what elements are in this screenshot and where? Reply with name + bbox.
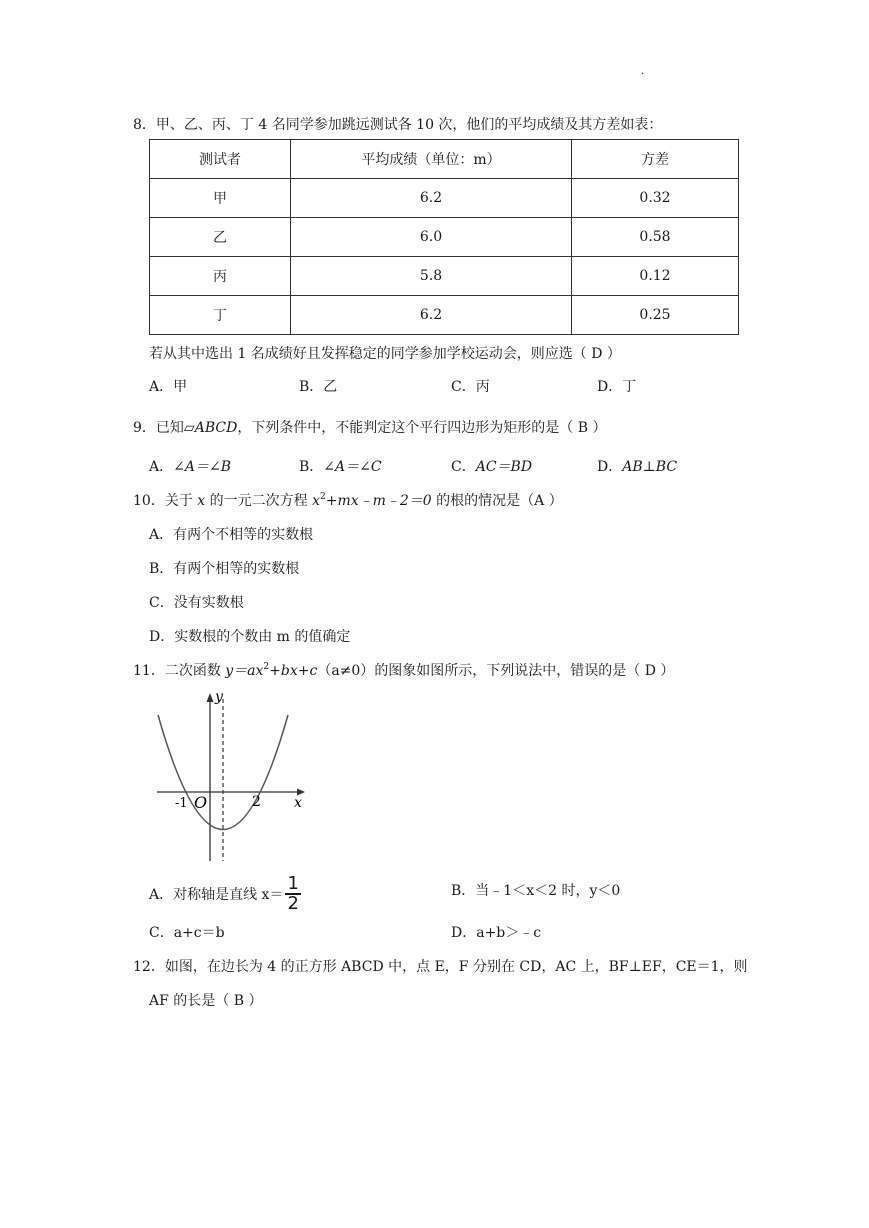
q10-eq-rest: +mx﹣m﹣2＝0 [325,493,432,509]
option-expr: ∠A＝∠C [323,459,382,475]
table-cell: 6.0 [291,218,572,257]
q10-text: 10．关于 [133,493,198,509]
fraction-one-half [285,875,300,913]
q9-option-a [149,456,231,476]
y-axis-arrow [207,693,214,702]
q10-option-b: B．有两个相等的实数根 [149,561,300,577]
x-label: x [294,795,302,811]
header-cell: 方差 [572,140,739,179]
table-row [150,257,739,296]
q8-option-c: C．丙 [451,379,490,395]
q10-eq-sup: 2 [319,492,326,502]
tick-label-2: 2 [252,794,261,810]
q10-option-d: D．实数根的个数由 m 的值确定 [149,629,351,645]
origin-label: O [194,793,208,812]
table-cell: 0.25 [572,296,739,335]
q9-prefix: 9．已知 [133,420,184,436]
q11-eq: +bx+c [269,663,318,679]
q11-option-d: D．a+b＞﹣c [451,925,542,941]
q8-option-a: A．甲 [149,379,188,395]
option-expr: AB⊥BC [622,459,678,475]
header-cell: 测试者 [150,140,291,179]
q8-stem: 8．甲、乙、丙、丁 4 名同学参加跳远测试各 10 次，他们的平均成绩及其方差如表： [133,117,663,133]
table-row [150,179,739,218]
q9-var: ABCD [194,420,238,436]
table-cell: 0.12 [572,257,739,296]
table-cell: 0.32 [572,179,739,218]
q9-option-b [299,456,382,476]
option-expr: ∠A＝∠B [173,459,231,475]
fraction-denominator: 2 [287,893,299,914]
table-cell: 5.8 [291,257,572,296]
q10-text: 的根的情况是（A ） [431,493,563,509]
table-cell: 乙 [150,218,291,257]
table-header-row [150,140,739,179]
table-cell: 丙 [150,257,291,296]
q11-stem [133,660,674,680]
q11-option-b: B．当﹣1＜x＜2 时，y＜0 [451,883,621,899]
q11-option-a [149,874,301,914]
table-cell: 0.58 [572,218,739,257]
option-label: C． [451,459,476,475]
q10-option-c: C．没有实数根 [149,595,244,611]
q10-eq-x: x [312,493,320,509]
option-expr: AC＝BD [475,459,533,475]
table-cell: 6.2 [291,179,572,218]
page-dot: . [641,66,645,77]
q8-option-d: D．丁 [597,379,637,395]
q11-text: 11．二次函数 [133,663,226,679]
q9-option-d [597,456,677,476]
q10-text: 的一元二次方程 [205,493,313,509]
q11-eq-sup: 2 [263,662,270,672]
option-label: A． [149,459,174,475]
option-label: D． [597,459,623,475]
score-table [149,139,739,335]
q11-cond: （a≠0） [317,663,375,679]
table-cell: 丁 [150,296,291,335]
q11-text: 的图象如图所示，下列说法中，错误的是（ D ） [374,663,675,679]
q8-option-b: B．乙 [299,379,338,395]
q11-option-c: C．a+c＝b [149,925,225,941]
table-cell: 6.2 [291,296,572,335]
fraction-numerator: 1 [287,873,299,894]
q12-stem-line1: 12．如图，在边长为 4 的正方形 ABCD 中，点 E，F 分别在 CD，AC 上，BF⊥EF，CE＝1，则 [133,959,748,975]
q10-option-a: A．有两个不相等的实数根 [149,527,314,543]
option-label: B． [299,459,324,475]
q8-follow: 若从其中选出 1 名成绩好且发挥稳定的同学参加学校运动会，则应选（ D ） [149,346,621,362]
q9-stem [133,417,607,437]
q10-stem [133,490,563,510]
header-cell: 平均成绩（单位：m） [291,140,572,179]
y-label: y [215,689,223,705]
table-row [150,296,739,335]
q9-option-c [451,456,532,476]
table-row [150,218,739,257]
parallelogram-symbol: ▱ [183,420,195,436]
q12-stem-line2: AF 的长是（ B ） [149,993,263,1009]
option-text: A．对称轴是直线 x＝ [149,887,284,903]
q10-var: x [197,493,206,509]
table-cell: 甲 [150,179,291,218]
tick-label-neg1: -1 [175,796,188,811]
parabola-graph [145,685,315,870]
q11-eq: y＝ax [225,663,264,679]
q9-suffix: ，下列条件中，不能判定这个平行四边形为矩形的是（ B ） [237,420,607,436]
